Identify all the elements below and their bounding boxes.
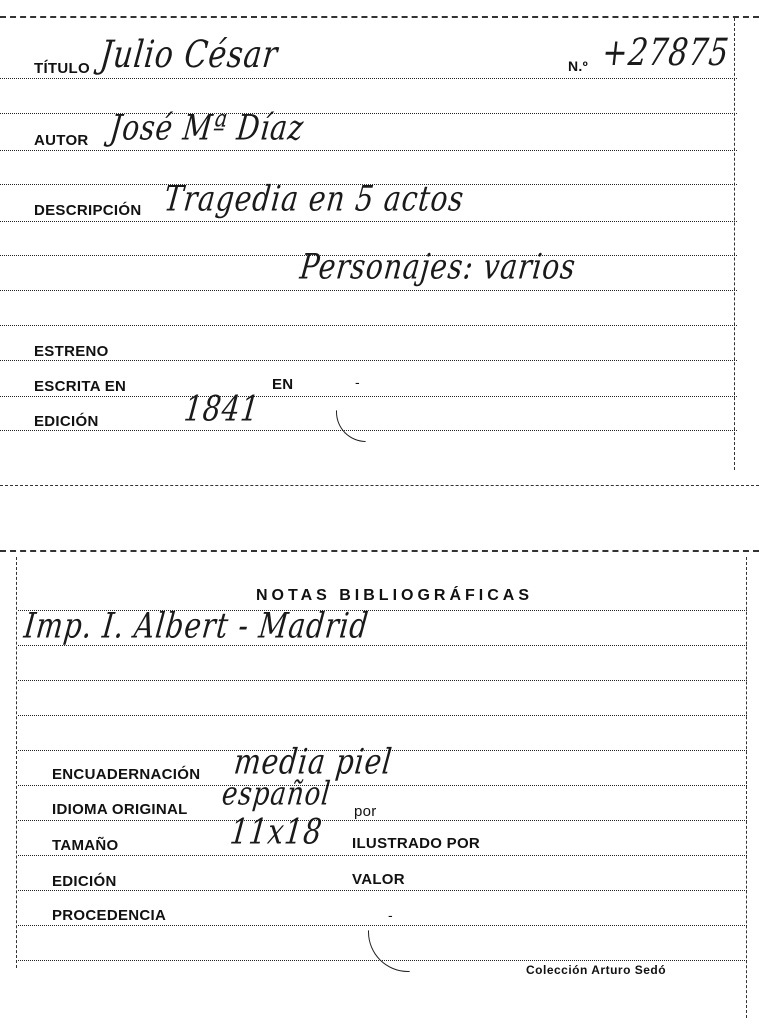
rule-2 bbox=[0, 113, 737, 114]
rule-7 bbox=[0, 290, 737, 291]
autor-label: AUTOR bbox=[34, 132, 89, 149]
autor-value: José Mª Díaz bbox=[108, 106, 307, 148]
rule-5 bbox=[0, 221, 737, 222]
catalog-card-top bbox=[0, 0, 759, 500]
titulo-value: Julio César bbox=[98, 33, 281, 77]
rule-b7 bbox=[18, 820, 747, 821]
numero-value: +27875 bbox=[600, 31, 732, 75]
rule-b11 bbox=[18, 960, 747, 961]
dash-mark-2: - bbox=[388, 907, 393, 923]
punch-hole-mark-2 bbox=[368, 930, 410, 972]
rule-b2 bbox=[18, 645, 747, 646]
descripcion-label: DESCRIPCIÓN bbox=[34, 202, 142, 219]
rule-b3 bbox=[18, 680, 747, 681]
ilustrado-label: ILUSTRADO POR bbox=[352, 835, 481, 852]
encuadernacion-label: ENCUADERNACIÓN bbox=[52, 766, 201, 783]
en-label: EN bbox=[272, 376, 294, 393]
rule-10 bbox=[0, 396, 737, 397]
dash-mark: - bbox=[355, 374, 360, 390]
card-right-edge bbox=[734, 18, 735, 470]
titulo-label: TÍTULO bbox=[34, 60, 90, 77]
edicion-value: 1841 bbox=[182, 387, 262, 429]
rule-b4 bbox=[18, 715, 747, 716]
idioma-label: IDIOMA ORIGINAL bbox=[52, 801, 188, 818]
rule-b9 bbox=[18, 890, 747, 891]
numero-label: N.º bbox=[568, 58, 589, 74]
rule-b10 bbox=[18, 925, 747, 926]
edicion-label-2: EDICIÓN bbox=[52, 873, 117, 890]
rule-11 bbox=[0, 430, 737, 431]
tamano-label: TAMAÑO bbox=[52, 837, 119, 854]
descripcion-value-2: Personajes: varios bbox=[298, 245, 579, 287]
descripcion-value: Tragedia en 5 actos bbox=[162, 177, 467, 219]
valor-label: VALOR bbox=[352, 871, 405, 888]
rule-3 bbox=[0, 150, 737, 151]
edicion-label: EDICIÓN bbox=[34, 413, 99, 430]
por-label: por bbox=[354, 803, 377, 820]
punch-hole-mark bbox=[336, 410, 366, 442]
card-bottom-edge bbox=[0, 485, 759, 486]
rule-9 bbox=[0, 360, 737, 361]
rule-b8 bbox=[18, 855, 747, 856]
notas-value: Imp. I. Albert - Madrid bbox=[22, 604, 371, 646]
collection-credit: Colección Arturo Sedó bbox=[526, 963, 667, 977]
estreno-label: ESTRENO bbox=[34, 343, 109, 360]
tamano-value: 11x18 bbox=[228, 810, 325, 852]
encuadernacion-value: media piel bbox=[232, 740, 395, 782]
rule-1 bbox=[0, 78, 737, 79]
card-left-edge bbox=[16, 557, 17, 968]
escrita-en-label: ESCRITA EN bbox=[34, 378, 127, 395]
card-right-edge-2 bbox=[746, 557, 747, 1018]
notas-heading: NOTAS BIBLIOGRÁFICAS bbox=[255, 587, 534, 604]
rule-8 bbox=[0, 325, 737, 326]
catalog-card-bottom bbox=[0, 545, 759, 1028]
card-top-edge-2 bbox=[0, 550, 759, 552]
idioma-value: español bbox=[220, 775, 333, 813]
card-top-edge bbox=[0, 16, 759, 18]
rule-b6 bbox=[18, 785, 747, 786]
procedencia-label: PROCEDENCIA bbox=[52, 907, 167, 924]
